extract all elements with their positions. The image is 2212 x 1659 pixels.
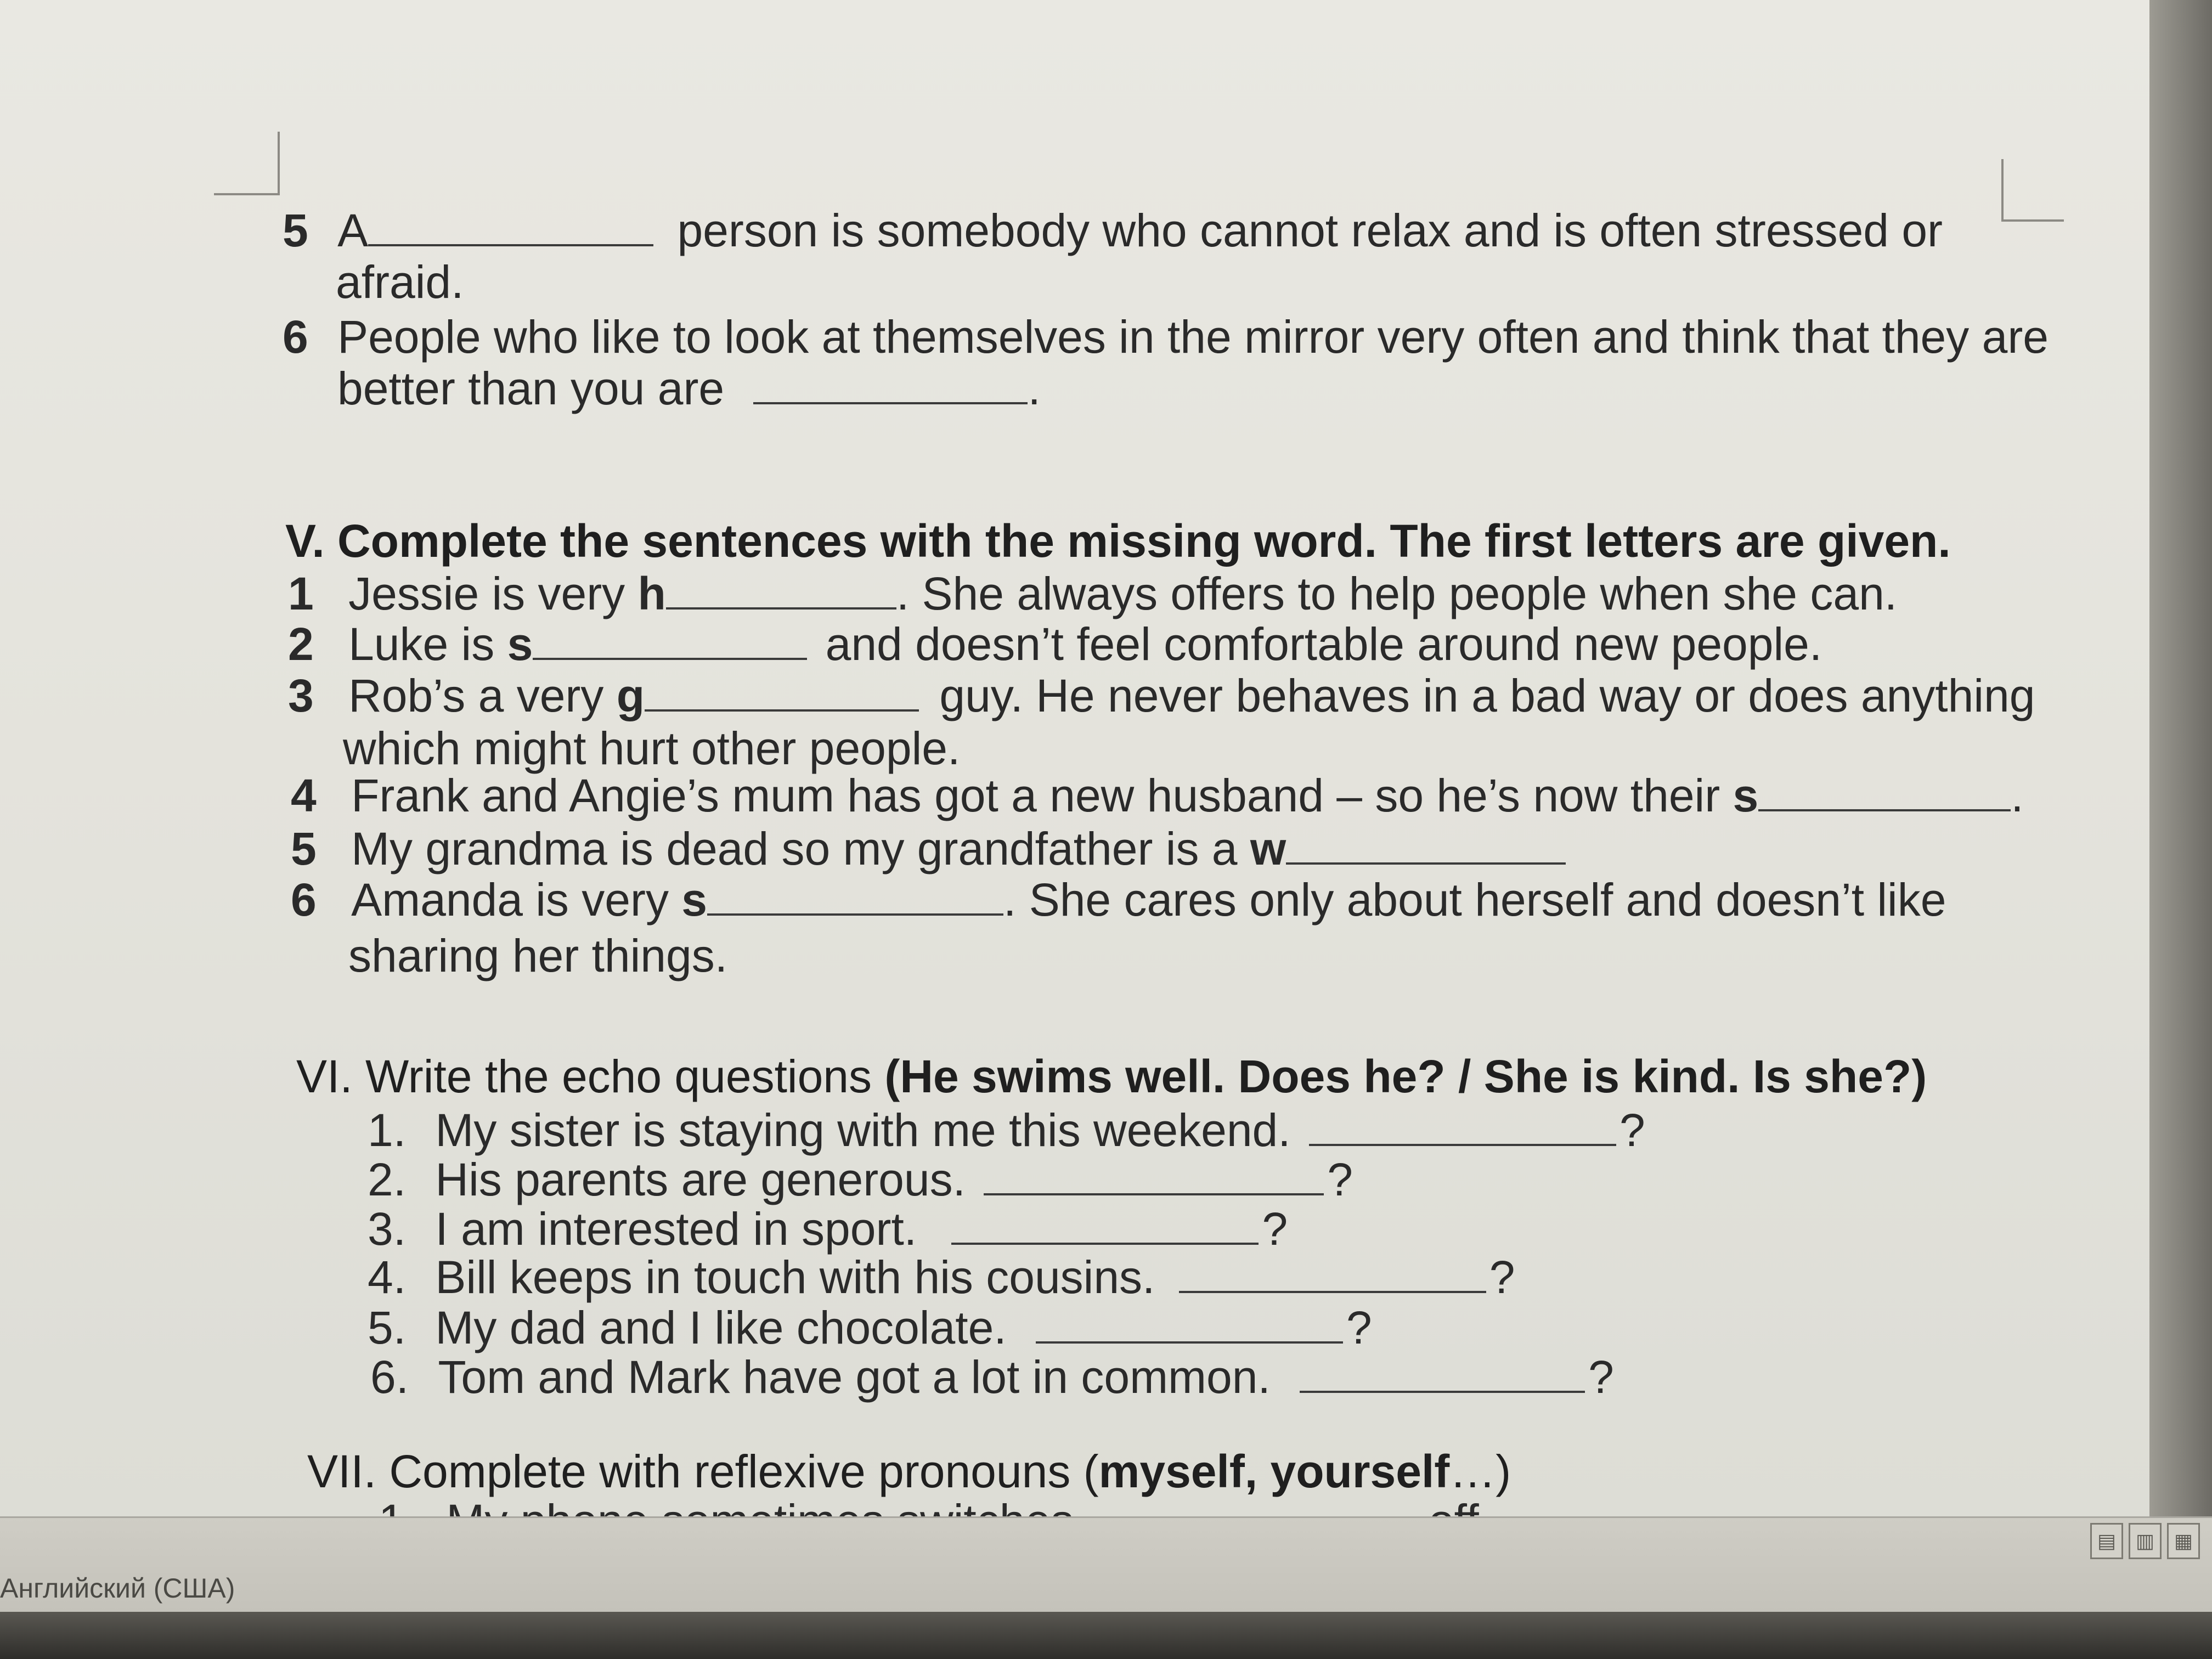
status-bar: [0, 1516, 2212, 1613]
item-number: 5: [283, 205, 308, 257]
item-v-6-cont: sharing her things.: [348, 930, 728, 981]
item-number: 3: [288, 670, 314, 722]
item-number: 6: [291, 874, 317, 926]
item-v-1: [288, 568, 1898, 620]
desk-edge: [0, 1612, 2212, 1659]
section-title-example: myself, yourself: [1098, 1446, 1450, 1497]
item-v-6: [291, 874, 1946, 926]
item-text: Frank and Angie’s mum has got a new husband – so he’s now their: [351, 770, 1733, 822]
item-vi-4: [368, 1251, 1515, 1304]
print-layout-icon[interactable]: ▤: [2090, 1523, 2123, 1559]
item-number: 2.: [368, 1154, 407, 1206]
answer-blank[interactable]: [666, 571, 896, 610]
web-layout-icon[interactable]: ▦: [2167, 1523, 2200, 1559]
first-letter: h: [637, 568, 666, 620]
question-mark: ?: [1588, 1351, 1614, 1403]
answer-blank[interactable]: [1179, 1254, 1486, 1293]
item-number: 1: [288, 568, 314, 620]
section-vi-title: [296, 1051, 1927, 1102]
item-vii-1: [379, 1498, 1492, 1516]
answer-blank[interactable]: [951, 1206, 1259, 1245]
view-buttons: [2090, 1523, 2200, 1559]
question-mark: ?: [1327, 1154, 1353, 1206]
item-text: better than you are: [337, 363, 725, 415]
crop-mark-top-left: [214, 132, 280, 195]
first-letter: s: [507, 618, 533, 670]
answer-blank[interactable]: [368, 207, 653, 246]
question-mark: ?: [1489, 1251, 1515, 1304]
first-letter: s: [1733, 770, 1759, 822]
item-number: 2: [288, 618, 314, 670]
first-letter: w: [1250, 823, 1286, 875]
item-v-5: [291, 823, 1566, 875]
item-number: 5: [291, 823, 317, 875]
item-text: His parents are generous.: [435, 1154, 966, 1206]
item-text: . She cares only about herself and doesn’t like: [1003, 874, 1946, 926]
window-edge: [2149, 0, 2212, 1516]
section-vii-title: [307, 1446, 1511, 1497]
item-vi-6: [370, 1351, 1614, 1403]
item-iv-5-cont: afraid.: [336, 256, 464, 308]
item-number: 1.: [368, 1104, 407, 1156]
answer-blank[interactable]: [1286, 826, 1566, 865]
item-v-3-cont: which might hurt other people.: [343, 723, 961, 774]
item-iv-6: [283, 311, 2049, 363]
answer-blank[interactable]: [1300, 1354, 1585, 1393]
item-text: and doesn’t feel comfortable around new people.: [825, 618, 1822, 670]
item-number: 6: [283, 311, 308, 363]
item-vi-1: [368, 1104, 1645, 1156]
section-v-title: V. Complete the sentences with the missing word. The first letters are given.: [285, 515, 1951, 567]
item-number: 5.: [368, 1302, 407, 1354]
item-text: guy. He never behaves in a bad way or does anything: [939, 670, 2035, 722]
crop-mark-top-right: [2001, 159, 2064, 222]
item-text: Bill keeps in touch with his cousins.: [435, 1251, 1155, 1304]
item-vi-5: [368, 1302, 1372, 1354]
question-mark: ?: [1619, 1104, 1645, 1156]
item-v-2: [288, 618, 1822, 670]
first-letter: g: [616, 670, 645, 722]
item-number: 3.: [368, 1203, 407, 1255]
item-number: 6.: [370, 1351, 409, 1403]
item-vi-2: [368, 1154, 1353, 1206]
item-text: People who like to look at themselves in the mirror very often and think that they are: [337, 311, 2049, 363]
answer-blank[interactable]: [645, 673, 919, 712]
answer-blank[interactable]: [533, 621, 807, 660]
section-title-text: VII. Complete with reflexive pronouns (: [307, 1446, 1099, 1497]
item-iv-6-cont: [337, 363, 1041, 415]
item-text: person is somebody who cannot relax and is often stressed or: [677, 205, 1943, 257]
question-mark: ?: [1262, 1203, 1288, 1255]
item-end: .: [1028, 363, 1041, 415]
item-number: 4.: [368, 1251, 407, 1304]
item-vi-3: [368, 1203, 1288, 1255]
answer-blank[interactable]: [1036, 1305, 1343, 1344]
item-text: A: [337, 205, 369, 257]
section-title-text: VI. Write the echo questions: [296, 1051, 885, 1102]
item-text: My sister is staying with me this weekend.: [435, 1104, 1291, 1156]
language-indicator[interactable]: Английский (США): [0, 1573, 235, 1604]
reading-view-icon[interactable]: ▥: [2129, 1523, 2162, 1559]
question-mark: ?: [1346, 1302, 1372, 1354]
item-text: . She always offers to help people when she can.: [896, 568, 1898, 620]
item-text: Rob’s a very: [348, 670, 617, 722]
item-end: .: [2011, 770, 2024, 822]
section-title-example: (He swims well. Does he? / She is kind. Is she?): [884, 1051, 1927, 1102]
item-text: Jessie is very: [348, 568, 638, 620]
answer-blank[interactable]: [707, 877, 1003, 916]
item-text: Amanda is very: [351, 874, 682, 926]
item-number: 4: [291, 770, 317, 822]
item-iv-5: [283, 205, 1943, 257]
answer-blank[interactable]: [1758, 772, 2011, 811]
item-text: My grandma is dead so my grandfather is a: [351, 823, 1250, 875]
item-text: My dad and I like chocolate.: [435, 1302, 1007, 1354]
item-v-3: [288, 670, 2035, 722]
item-text: Luke is: [348, 618, 507, 670]
answer-blank[interactable]: [753, 365, 1028, 404]
answer-blank[interactable]: [1309, 1107, 1616, 1146]
first-letter: s: [681, 874, 708, 926]
section-title-end: …): [1449, 1446, 1511, 1497]
answer-blank[interactable]: [984, 1156, 1324, 1195]
item-text: I am interested in sport.: [435, 1203, 917, 1255]
item-v-4: [291, 770, 2024, 822]
item-text: Tom and Mark have got a lot in common.: [438, 1351, 1271, 1403]
